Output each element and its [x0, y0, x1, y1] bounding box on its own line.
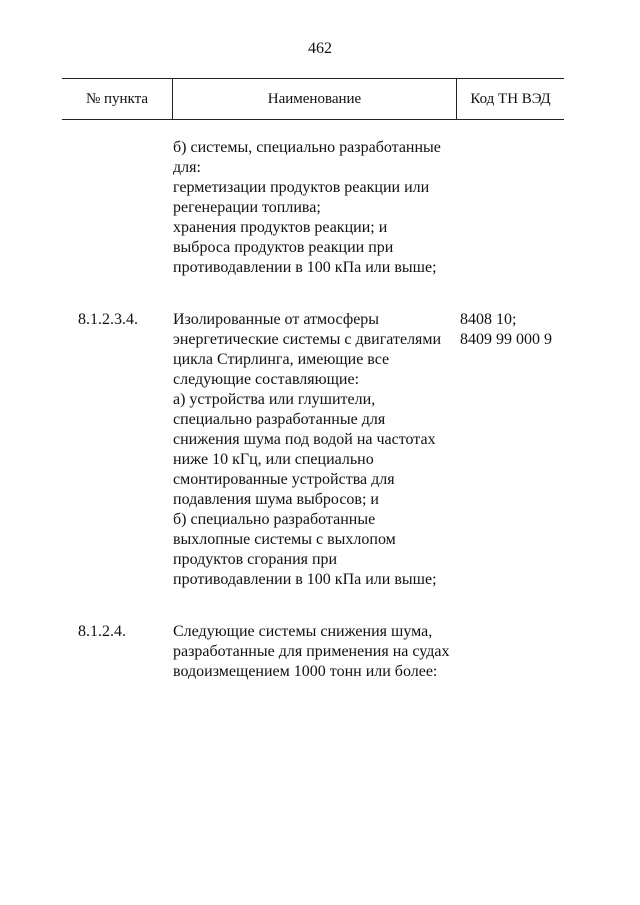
name-line: б) специально разработанные [173, 511, 376, 528]
row-name [173, 138, 453, 278]
name-line: разработанные для применения на судах [173, 643, 450, 660]
name-line: а) устройства или глушители, [173, 391, 376, 408]
row-name [173, 310, 453, 590]
name-line: цикла Стирлинга, имеющие все [173, 351, 390, 368]
name-line: продуктов сгорания при [173, 551, 338, 568]
header-col-number: № пункта [85, 91, 149, 107]
row-number: 8.1.2.3.4. [78, 311, 138, 328]
page-number: 462 [308, 40, 332, 57]
header-col-name: Наименование [267, 91, 362, 107]
table-body [0, 138, 640, 682]
name-line: смонтированные устройства для [173, 471, 395, 488]
name-line: подавления шума выбросов; и [173, 491, 379, 508]
table-header [62, 78, 564, 120]
code-line: 8408 10; [460, 311, 517, 328]
name-line: регенерации топлива; [173, 199, 321, 216]
table-row [0, 622, 640, 682]
name-line: для: [173, 159, 201, 176]
name-line: герметизации продуктов реакции или [173, 179, 430, 196]
name-line: хранения продуктов реакции; и [173, 219, 388, 236]
row-number: 8.1.2.4. [78, 623, 126, 640]
row-name [173, 622, 453, 682]
name-line: снижения шума под водой на частотах [173, 431, 436, 448]
name-line: б) системы, специально разработанные [173, 139, 441, 156]
code-line: 8409 99 000 9 [460, 331, 552, 348]
name-line: специально разработанные для [173, 411, 386, 428]
name-line: выброса продуктов реакции при [173, 239, 394, 256]
row-code [460, 310, 552, 350]
header-col-code: Код ТН ВЭД [470, 91, 551, 107]
name-line: энергетические системы с двигателями [173, 331, 442, 348]
name-line: водоизмещением 1000 тонн или более: [173, 663, 438, 680]
name-line: ниже 10 кГц, или специально [173, 451, 374, 468]
name-line: Изолированные от атмосферы [173, 311, 380, 328]
name-line: выхлопные системы с выхлопом [173, 531, 396, 548]
name-line: Следующие системы снижения шума, [173, 623, 433, 640]
name-line: противодавлении в 100 кПа или выше; [173, 259, 437, 276]
name-line: противодавлении в 100 кПа или выше; [173, 571, 437, 588]
table-row [0, 310, 640, 590]
table-row [0, 138, 640, 278]
name-line: следующие составляющие: [173, 371, 360, 388]
